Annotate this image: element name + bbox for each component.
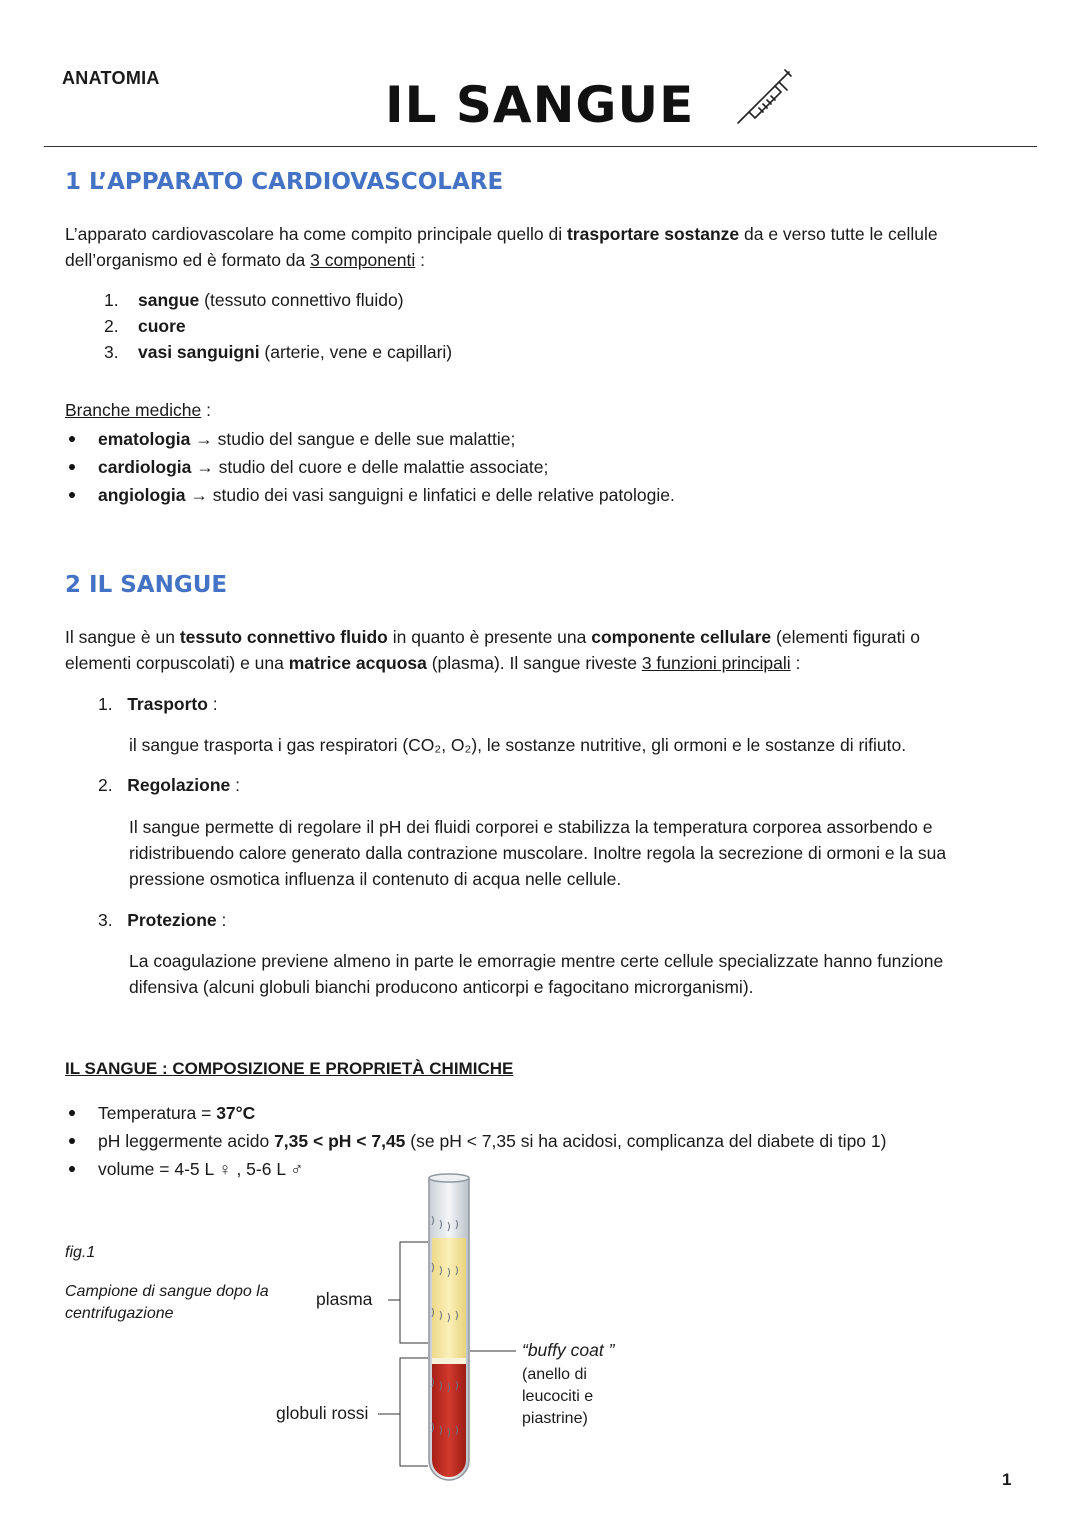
intro-bold: trasportare sostanze bbox=[566, 224, 740, 244]
function-colon: : bbox=[216, 910, 227, 930]
intro-text: : bbox=[790, 653, 801, 673]
function-heading bbox=[98, 691, 218, 717]
function-number: 1. bbox=[98, 694, 113, 714]
function-title: Regolazione bbox=[127, 775, 231, 795]
header-category: ANATOMIA bbox=[62, 68, 160, 88]
function-text: La coagulazione previene almeno in parte le emorragie mentre certe cellule specializzate hanno funzione difensiva (alcuni globuli bianchi producono anticorpi e fagocitano microrganismi). bbox=[129, 951, 944, 997]
item-text: → studio dei vasi sanguigni e linfatici e delle relative patologie. bbox=[185, 485, 675, 505]
item-text: (tessuto connettivo fluido) bbox=[199, 290, 404, 310]
list-item bbox=[104, 313, 452, 339]
plasma-layer bbox=[432, 1238, 466, 1358]
branches-heading bbox=[65, 397, 211, 423]
item-bold: 37°C bbox=[216, 1103, 256, 1123]
buffy-coat-line: leucociti e bbox=[522, 1388, 594, 1405]
test-tube-diagram bbox=[370, 1168, 520, 1488]
item-text: (se pH < 7,35 si ha acidosi, complicanza del diabete di tipo 1) bbox=[405, 1131, 887, 1151]
item-bold: cuore bbox=[138, 316, 186, 336]
item-text: → studio del sangue e delle sue malattie; bbox=[190, 429, 516, 449]
branches-list bbox=[65, 425, 675, 509]
function-number: 2. bbox=[98, 775, 113, 795]
function-colon: : bbox=[230, 775, 241, 795]
branches-label: Branche mediche bbox=[65, 400, 202, 420]
list-item bbox=[104, 287, 452, 313]
header-divider bbox=[44, 146, 1037, 147]
intro-text: (plasma). Il sangue riveste bbox=[426, 653, 642, 673]
rbc-layer bbox=[432, 1364, 466, 1477]
intro-text: : bbox=[415, 250, 425, 270]
list-item bbox=[65, 453, 675, 481]
list-item bbox=[65, 425, 675, 453]
list-item bbox=[104, 339, 452, 365]
branches-colon: : bbox=[201, 400, 211, 420]
buffy-coat-title: “buffy coat ” bbox=[522, 1340, 615, 1360]
page-title: IL SANGUE bbox=[385, 76, 695, 134]
plasma-bracket bbox=[388, 1242, 428, 1343]
function-title: Trasporto bbox=[127, 694, 208, 714]
intro-underlined: 3 funzioni principali bbox=[641, 653, 791, 673]
intro-text: L’apparato cardiovascolare ha come compito principale quello di bbox=[65, 224, 567, 244]
list-item bbox=[65, 481, 675, 509]
item-number: 1. bbox=[104, 290, 119, 310]
item-text: volume = 4-5 L ♀ , 5-6 L ♂ bbox=[98, 1159, 304, 1179]
section-1-intro bbox=[65, 221, 1025, 273]
item-text: → studio del cuore e delle malattie associate; bbox=[191, 457, 549, 477]
item-bold: 7,35 < pH < 7,45 bbox=[274, 1131, 406, 1151]
function-text: il sangue trasporta i gas respiratori (CO₂, O₂), le sostanze nutritive, gli ormoni e le sostanze di rifiuto. bbox=[129, 735, 907, 755]
item-bold: ematologia bbox=[98, 429, 191, 449]
item-text: pH leggermente acido bbox=[98, 1131, 275, 1151]
function-number: 3. bbox=[98, 910, 113, 930]
syringe-icon bbox=[735, 68, 793, 131]
item-bold: angiologia bbox=[98, 485, 186, 505]
item-bold: sangue bbox=[138, 290, 200, 310]
item-number: 2. bbox=[104, 316, 119, 336]
intro-text: dell’organismo ed è formato da bbox=[65, 250, 311, 270]
section-2-intro bbox=[65, 624, 1025, 676]
buffy-coat-description bbox=[522, 1364, 593, 1430]
list-item bbox=[65, 1127, 886, 1155]
intro-bold: tessuto connettivo fluido bbox=[179, 627, 388, 647]
function-title: Protezione bbox=[127, 910, 217, 930]
composition-title: IL SANGUE : COMPOSIZIONE E PROPRIETÀ CHIMICHE bbox=[65, 1059, 514, 1078]
function-colon: : bbox=[207, 694, 218, 714]
plasma-label: plasma bbox=[316, 1289, 373, 1309]
figure-caption: Campione di sangue dopo la centrifugazione bbox=[65, 1283, 269, 1322]
intro-text: Il sangue è un bbox=[65, 627, 180, 647]
intro-bold: matrice acquosa bbox=[288, 653, 427, 673]
figure-label: fig.1 bbox=[65, 1244, 96, 1261]
rbc-bracket bbox=[378, 1358, 428, 1466]
components-list bbox=[104, 287, 452, 365]
list-item bbox=[65, 1099, 886, 1127]
function-text: Il sangue permette di regolare il pH dei fluidi corporei e stabilizza la temperatura corporea assorbendo e ridistribuendo calore generato dalla contrazione muscolare. Inoltre regola la secrezione di ormoni e la sua pressione osmotica influenza il contenuto di acqua nelle cellule. bbox=[129, 817, 947, 889]
tube-rim bbox=[429, 1174, 469, 1182]
page-number: 1 bbox=[1002, 1470, 1012, 1489]
item-bold: cardiologia bbox=[98, 457, 192, 477]
buffy-coat-line: (anello di bbox=[522, 1366, 587, 1383]
intro-bold: componente cellulare bbox=[591, 627, 772, 647]
section-1-title: 1 L’APPARATO CARDIOVASCOLARE bbox=[65, 169, 504, 195]
function-heading bbox=[98, 772, 240, 798]
intro-underlined: 3 componenti bbox=[310, 250, 416, 270]
intro-text: in quanto è presente una bbox=[387, 627, 592, 647]
function-heading bbox=[98, 907, 226, 933]
section-2-title: 2 IL SANGUE bbox=[65, 572, 228, 598]
item-text: (arterie, vene e capillari) bbox=[259, 342, 453, 362]
intro-text: elementi corpuscolati) e una bbox=[65, 653, 289, 673]
intro-text: da e verso tutte le cellule bbox=[739, 224, 938, 244]
intro-text: (elementi figurati o bbox=[771, 627, 920, 647]
item-text: Temperatura = bbox=[98, 1103, 217, 1123]
buffy-coat-layer bbox=[432, 1358, 466, 1364]
buffy-coat-line: piastrine) bbox=[522, 1410, 588, 1427]
item-number: 3. bbox=[104, 342, 119, 362]
item-bold: vasi sanguigni bbox=[138, 342, 260, 362]
rbc-label: globuli rossi bbox=[276, 1403, 369, 1423]
